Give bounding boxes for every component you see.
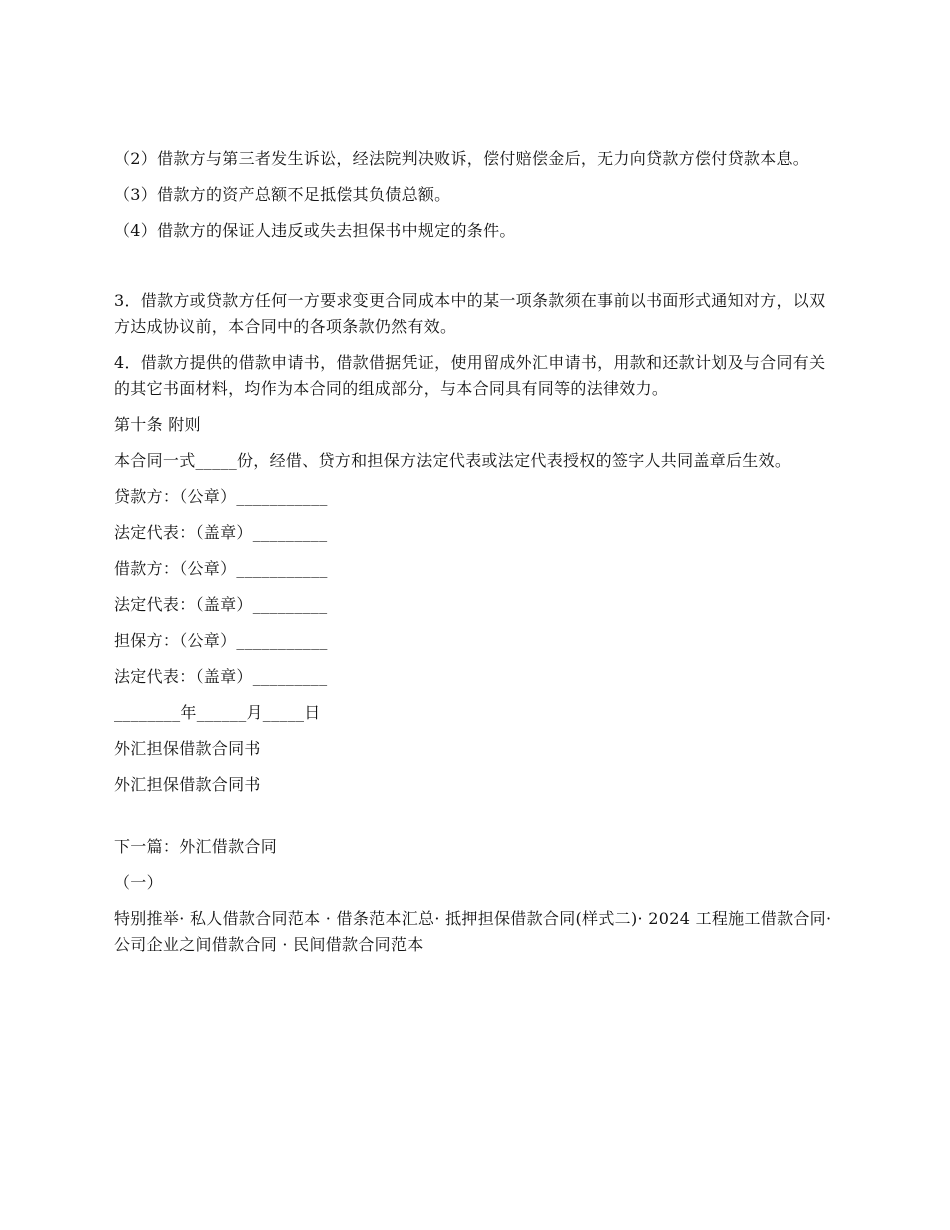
item-3: 3．借款方或贷款方任何一方要求变更合同成本中的某一项条款须在事前以书面形式通知对方，以双方达成协议前，本合同中的各项条款仍然有效。 (114, 291, 826, 336)
doc-title-1: 外汇担保借款合同书 (114, 739, 261, 758)
signature-lender-rep: 法定代表：（盖章）_________ (114, 523, 328, 542)
doc-title-2: 外汇担保借款合同书 (114, 775, 261, 794)
signature-date: ________年______月_____日 (114, 703, 321, 722)
item-4: 4．借款方提供的借款申请书，借款借据凭证，使用留成外汇申请书，用款和还款计划及与合同有关的其它书面材料，均作为本合同的组成部分，与本合同具有同等的法律效力。 (114, 353, 826, 398)
clause-3: （3）借款方的资产总额不足抵偿其负债总额。 (114, 185, 451, 204)
document-page (114, 146, 834, 958)
signature-lender: 贷款方：（公章）___________ (114, 487, 328, 506)
article-10-title: 第十条 附则 (114, 415, 201, 434)
clause-2: （2）借款方与第三者发生诉讼，经法院判决败诉，偿付赔偿金后，无力向贷款方偿付贷款本息。 (114, 149, 810, 168)
article-10-body: 本合同一式_____份，经借、贷方和担保方法定代表或法定代表授权的签字人共同盖章后生效。 (114, 451, 792, 470)
next-article-link[interactable]: 下一篇：外汇借款合同 (114, 837, 278, 856)
signature-guarantor-rep: 法定代表：（盖章）_________ (114, 667, 328, 686)
clause-4: （4）借款方的保证人违反或失去担保书中规定的条件。 (114, 221, 516, 240)
signature-borrower-rep: 法定代表：（盖章）_________ (114, 595, 328, 614)
section-part-label: （一） (114, 873, 163, 892)
recommended-links[interactable]: 特别推举· 私人借款合同范本 · 借条范本汇总· 抵押担保借款合同(样式二)· 2024 工程施工借款合同· 公司企业之间借款合同 · 民间借款合同范本 (114, 909, 832, 954)
signature-borrower: 借款方：（公章）___________ (114, 559, 328, 578)
signature-guarantor: 担保方：（公章）___________ (114, 631, 328, 650)
